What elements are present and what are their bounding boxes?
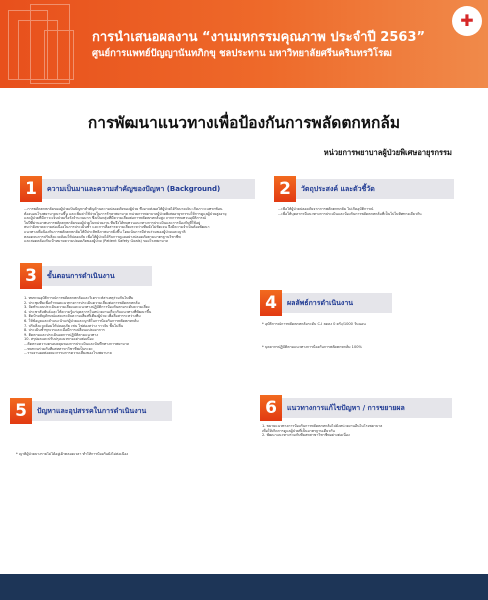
section-number: 4 [260, 290, 282, 316]
body-line: พบว่ายังขาดความต่อเนื่องในการประเมินซ้ำ และการสื่อสารความเสี่ยงระหว่างทีมยังไม่ชัดเจน จึงมีความจำเป็นต้องพัฒนา [24, 225, 210, 230]
section-4-body [262, 322, 462, 362]
section-title: ความเป็นมาและความสำคัญของปัญหา (Background) [42, 179, 255, 199]
section-4-header [260, 290, 392, 316]
body-line: ในปีที่ผ่านมาพบการพลัดตกหกล้มของผู้ป่วยในหน่วยงาน ทีมจึงได้ทบทวนแนวทางการประเมินและการป้องกันที่ใช้อยู่ [24, 220, 201, 225]
section-number: 6 [260, 395, 282, 421]
section-6-body [262, 424, 462, 444]
body-line: ...การพลัดตกหกล้มของผู้ป่วยเป็นปัญหาสำคัญด้านความปลอดภัยของผู้ป่วย ซึ่งอาจส่งผลให้ผู้ป่วยได้รับบาดเจ็บ เกิดภาวะแทรกซ้อน [24, 207, 223, 211]
body-line: แนวทางเพื่อป้องกันการพลัดตกหกล้มให้มีประสิทธิภาพมากยิ่งขึ้น โดยเน้นการมีส่วนร่วมของผู้ป่วยและญาติ [24, 229, 186, 234]
body-line: ...รายงานผลต่อคณะกรรมการความเสี่ยงของโรงพยาบาล [24, 351, 112, 356]
section-title: ปัญหาและอุปสรรคในการดำเนินงาน [32, 401, 172, 421]
body-line: ...เพื่อให้ผู้ป่วยปลอดภัยจากการพลัดตกหกล้ม ไม่เกิดอุบัติการณ์ [278, 207, 374, 211]
section-number: 1 [20, 176, 42, 202]
body-line: ตลอดจนการปรับสิ่งแวดล้อมให้ปลอดภัย เพื่อให้ผู้ป่วยได้รับการดูแลอย่างปลอดภัยตามมาตรฐานวิชาชีพ [24, 234, 181, 239]
body-line: 4. ประชาสัมพันธ์และให้ความรู้แก่บุคลากรในหน่วยงานเกี่ยวกับแนวทางที่พัฒนาขึ้น [24, 309, 152, 314]
body-line: และผู้ป่วยที่มีภาวะเจ็บป่วยเรื้อรังจำนวนมาก ซึ่งเป็นกลุ่มที่มีความเสี่ยงต่อการพลัดตกหกล้มสูง จากการทบทวนอุบัติการณ์ [24, 216, 206, 221]
body-line: 3. จัดทำแบบประเมินความเสี่ยงและแนวทางปฏิบัติการป้องกันตามระดับความเสี่ยง [24, 305, 150, 310]
section-2-header [274, 176, 454, 202]
section-number: 5 [10, 398, 32, 424]
unit-name: หน่วยการพยาบาลผู้ป่วยพิเศษอายุรกรรม [323, 148, 452, 157]
section-2-body [278, 207, 458, 227]
body-line: เพื่อให้เกิดการดูแลผู้ป่วยที่เป็นมาตรฐานเดียวกัน [262, 428, 335, 433]
building-graphic [0, 0, 90, 88]
section-title: ขั้นตอนการดำเนินงาน [42, 266, 152, 286]
section-title: ผลลัพธ์การดำเนินงาน [282, 293, 392, 313]
body-line: 10. สรุปผลและปรับปรุงแนวทางอย่างต่อเนื่อง [24, 337, 94, 342]
section-number: 3 [20, 263, 42, 289]
body-line: 1. ทบทวนอุบัติการณ์การพลัดตกหกล้มและวิเคราะห์สาเหตุร่วมกันในทีม [24, 296, 134, 300]
body-line: ต้องนอนโรงพยาบาลนานขึ้น และเพิ่มค่าใช้จ่ายในการรักษาพยาบาล หน่วยการพยาบาลผู้ป่วยพิเศษอายุรกรรมให้การดูแลผู้ป่วยสูงอายุ [24, 211, 227, 216]
body-line: ...ติดตามความครอบคลุมของการประเมินและบันทึกทางการพยาบาล [24, 341, 130, 346]
section-5-header [10, 398, 172, 424]
body-line: 6. ให้ข้อมูลและคำแนะนำแก่ผู้ป่วยและญาติในการป้องกันการพลัดตกหกล้ม [24, 318, 139, 323]
section-1-header [20, 176, 255, 202]
cross-icon: ✚ [460, 11, 474, 30]
body-line: 1. ขยายแนวทางการป้องกันการพลัดตกหกล้มไปยังหน่วยงานอื่นในโรงพยาบาล [262, 424, 383, 428]
body-line: และสอดคล้องกับเป้าหมายความปลอดภัยของผู้ป่วย (Patient Safety Goals) ของโรงพยาบาล [24, 239, 169, 244]
body-line: * อุบัติการณ์การพลัดตกหกล้มระดับ C-I ลดลง 0 ครั้ง/1000 วันนอน [262, 322, 366, 326]
body-line: * บุคลากรปฏิบัติตามแนวทางการป้องกันการพลัดตกหกล้ม 100% [262, 344, 362, 349]
body-line: * ญาติผู้ป่วยบางรายไม่ได้อยู่เฝ้าตลอดเวลา ทำให้การป้องกันยังไม่ต่อเนื่อง [16, 452, 129, 456]
body-line: 5. ติดป้ายสัญลักษณ์แสดงระดับความเสี่ยงที่เตียงผู้ป่วย เพื่อสื่อสารระหว่างทีม [24, 314, 141, 319]
body-line: 8. ประเมินซ้ำทุกเวรและเมื่อมีการเปลี่ยนแปลงอาการ [24, 328, 105, 333]
section-1-body [24, 207, 246, 257]
section-number: 2 [274, 176, 296, 202]
body-line: 7. ปรับสิ่งแวดล้อมให้ปลอดภัย เช่น ไฟส่องสว่าง ราวจับ พื้นไม่ลื่น [24, 323, 124, 328]
organization-name: ศูนย์การแพทย์ปัญญานันทภิกขุ ชลประทาน มหาวิทยาลัยศรีนครินทรวิโรฒ [92, 48, 392, 59]
section-3-body [24, 296, 246, 368]
section-title: วัตถุประสงค์ และตัวชี้วัด [296, 179, 454, 199]
footer-bar [0, 574, 488, 600]
body-line: 9. ติดตามและประเมินผลการปฏิบัติตามแนวทาง [24, 332, 98, 337]
section-title: แนวทางการแก้ไขปัญหา / การขยายผล [282, 398, 452, 418]
body-line: ...เพื่อให้บุคลากรมีแนวทางการประเมินและป้องกันการพลัดตกหกล้มที่เป็นไปในทิศทางเดียวกัน [278, 211, 422, 216]
section-5-body [16, 452, 236, 462]
page-title: การพัฒนาแนวทางเพื่อป้องกันการพลัดตกหกล้ม [87, 113, 401, 132]
section-6-header [260, 395, 452, 421]
body-line: 2. พัฒนาแนวทางร่วมกับทีมสหสาขาวิชาชีพอย่างต่อเนื่อง [262, 433, 350, 438]
section-3-header [20, 263, 152, 289]
body-line: 2. ประชุมทีมเพื่อกำหนดแนวทางการประเมินความเสี่ยงต่อการพลัดตกหกล้ม [24, 300, 140, 305]
event-title: การนำเสนอผลงาน “งานมหกรรมคุณภาพ ประจำปี 2563” [92, 30, 426, 45]
body-line: ...ทบทวนร่วมกับทีมสหสาขาวิชาชีพเป็นระยะ [24, 346, 93, 351]
hospital-logo [452, 6, 482, 36]
header-banner [0, 0, 488, 88]
